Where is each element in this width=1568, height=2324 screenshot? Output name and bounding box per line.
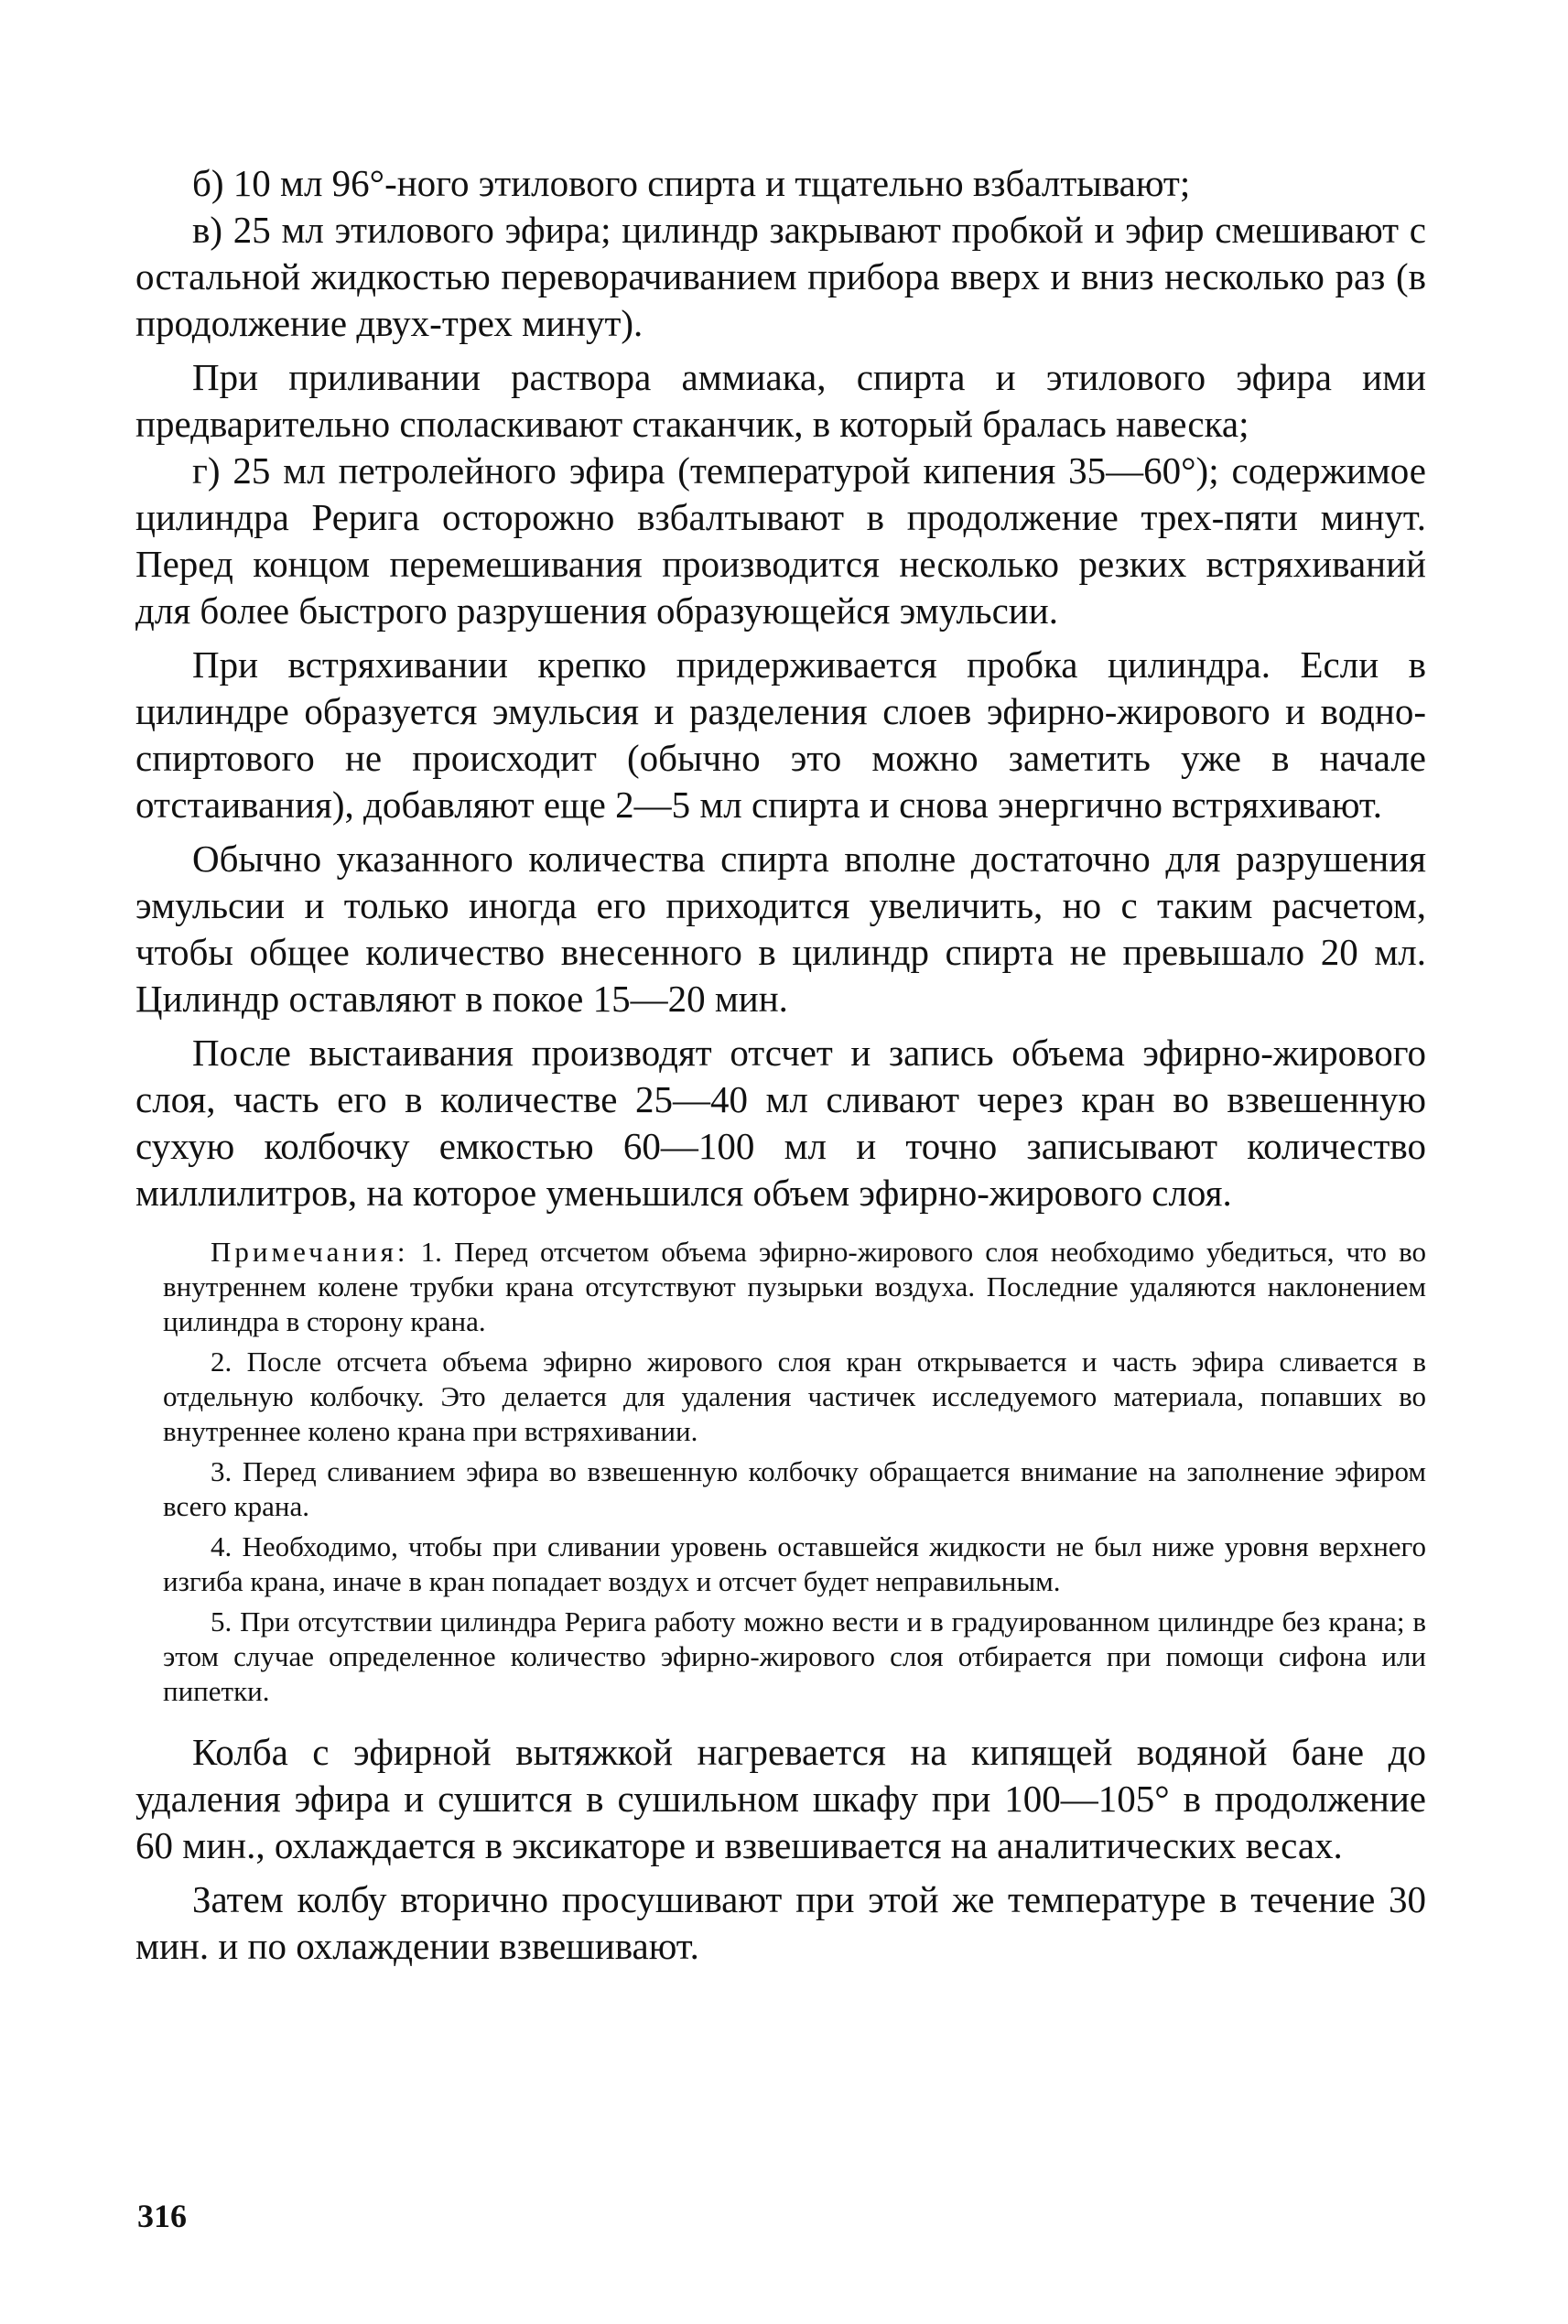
- paragraph-rinsing: При приливании раствора аммиака, спирта и этилового эфира ими предварительно споласкивают стаканчик, в который бралась навеска;: [135, 356, 1426, 445]
- note-5: 5. При отсутствии цилиндра Рерига работу можно вести и в градуированном цилиндре без крана; в этом случае определенное количество эфирно-жирового слоя отбирается при помощи сифона или пипетки.: [163, 1605, 1426, 1707]
- paragraph-second-drying: Затем колбу вторично просушивают при этой же температуре в течение 30 мин. и по охлаждении взвешивают.: [135, 1878, 1426, 1967]
- paragraph-settling: После выстаивания производят отсчет и запись объема эфирно-жирового слоя, часть его в количестве 25—40 мл сливают через кран во взвешенную сухую колбочку емкостью 60—100 мл и точно записывают количество миллилитров, на которое уменьшился объем эфирно-жирового слоя.: [135, 1032, 1426, 1214]
- note-4: 4. Необходимо, чтобы при сливании уровень оставшейся жидкости не был ниже уровня верхнего изгиба крана, иначе в кран попадает воздух и отсчет будет неправильным.: [163, 1530, 1426, 1597]
- notes-block: [163, 1235, 1426, 1709]
- paragraph-v: в) 25 мл этилового эфира; цилиндр закрывают пробкой и эфир смешивают с остальной жидкостью переворачиванием прибора вверх и вниз несколько раз (в продолжение двух-трех минут).: [135, 209, 1426, 344]
- note-1-text: 1. Перед отсчетом объема эфирно-жирового слоя необходимо убедиться, что во внутреннем колене трубки крана отсутствуют пузырьки воздуха. Последние удаляются наклонением цилиндра в сторону крана.: [163, 1236, 1427, 1337]
- paragraph-flask: Колба с эфирной вытяжкой нагревается на кипящей водяной бане до удаления эфира и сушится в сушильном шкафу при 100—105° в продолжение 60 мин., охлаждается в эксикаторе и взвешивается на аналитических весах.: [135, 1731, 1426, 1866]
- note-2: 2. После отсчета объема эфирно жирового слоя кран открывается и часть эфира сливается в отдельную колбочку. Это делается для удаления частичек исследуемого материала, попавших во внутреннее колено крана при встряхивании.: [163, 1346, 1426, 1447]
- note-3: 3. Перед сливанием эфира во взвешенную колбочку обращается внимание на заполнение эфиром всего крана.: [163, 1455, 1426, 1522]
- main-text-top: [135, 160, 1426, 1216]
- notes-label: Примечания:: [211, 1236, 409, 1268]
- page-number: 316: [137, 2198, 187, 2234]
- main-text-bottom: [135, 1729, 1426, 1970]
- note-1: [163, 1235, 1426, 1339]
- paragraph-b: б) 10 мл 96°-ного этилового спирта и тщательно взбалтывают;: [192, 162, 1191, 204]
- paragraph-g: г) 25 мл петролейного эфира (температурой кипения 35—60°); содержимое цилиндра Рерига осторожно взбалтывают в продолжение трех-пяти минут. Перед концом перемешивания производится несколько резких встряхиваний для более быстрого разрушения образующейся эмульсии.: [135, 449, 1426, 632]
- paragraph-shaking: При встряхивании крепко придерживается пробка цилиндра. Если в цилиндре образуется эмульсия и разделения слоев эфирно-жирового и водно-спиртового не происходит (обычно это можно заметить уже в начале отстаивания), добавляют еще 2—5 мл спирта и снова энергично встряхивают.: [135, 643, 1426, 826]
- paragraph-alcohol-amount: Обычно указанного количества спирта вполне достаточно для разрушения эмульсии и только иногда его приходится увеличить, но с таким расчетом, чтобы общее количество внесенного в цилиндр спирта не превышало 20 мл. Цилиндр оставляют в покое 15—20 мин.: [135, 838, 1426, 1020]
